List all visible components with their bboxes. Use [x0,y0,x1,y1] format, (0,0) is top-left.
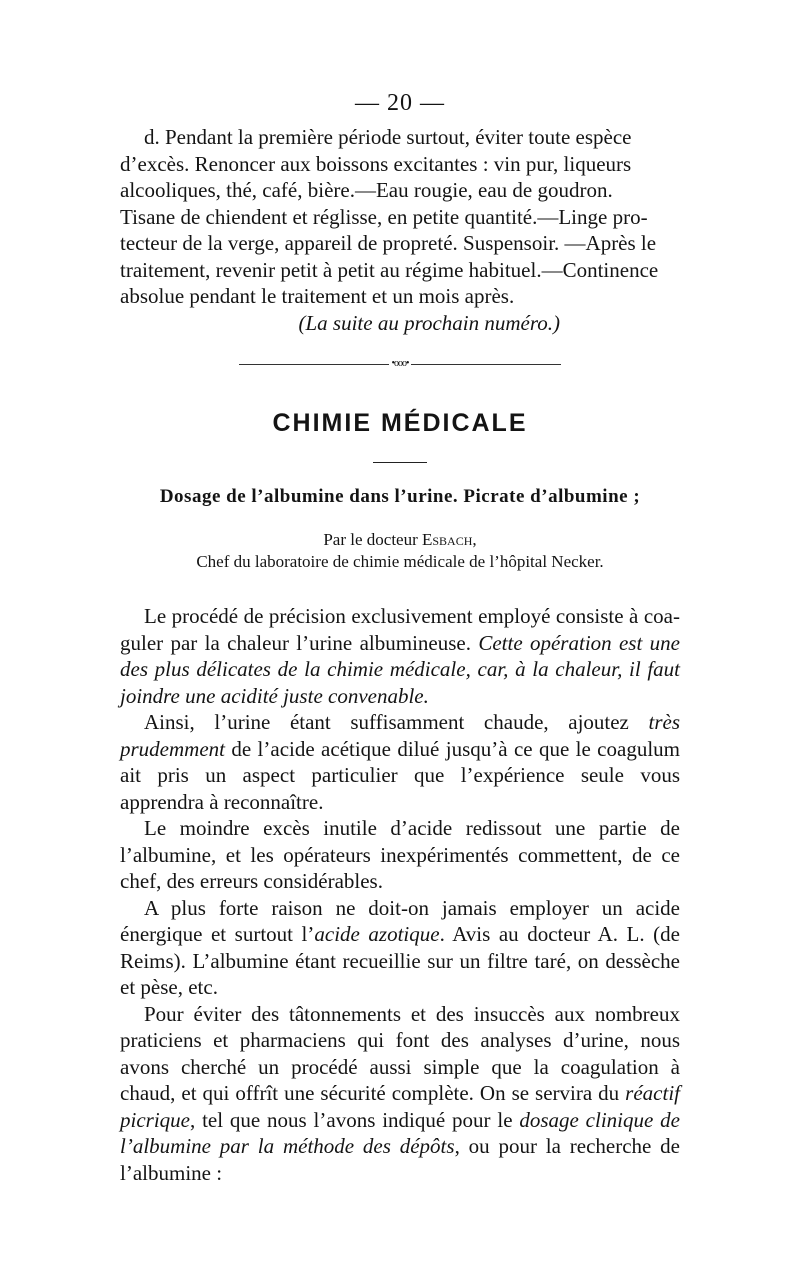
article-title: Dosage de l’albumine dans l’urine. Picrate d’albumine ; [159,486,641,507]
page-number: — 20 — [355,90,445,116]
text-run: Ainsi, l’urine étant suffisamment chaude, ajoutez [144,710,649,734]
paragraph-d [120,124,680,310]
divider-line-left [239,364,389,365]
author-name: Esbach, [422,530,477,549]
paragraph-d-line: alcooliques, thé, café, bière.—Eau rougie, eau de goudron. [120,178,613,202]
divider-ornament: •ooo• [391,358,409,369]
paragraph-d-line: Tisane de chiendent et réglisse, en petite quantité.—Linge pro- [120,204,648,229]
section-divider [120,358,680,370]
paragraph-d-line: d’excès. Renoncer aux boissons excitantes : vin pur, liqueurs [120,151,632,176]
paragraph-d-line: absolue pendant le traitement et un mois après. [120,284,515,308]
document-page [120,88,680,1186]
body-paragraph-2 [120,709,680,815]
text-run: Le procédé de précision exclusivement employé consiste à coa-guler par la chaleur l’urine albumineuse. [120,604,680,655]
author-affiliation: Chef du laboratoire de chimie médicale de l’hôpital Necker. [196,552,604,571]
italic-run: très prudemment [120,710,680,761]
continuation-note: (La suite au prochain numéro.) [298,310,560,335]
text-run: , tel que nous l’avons indiqué pour le [189,1107,520,1132]
text-run: A plus forte raison ne doit-on jamais employer un acide énergique et surtout l’ [120,895,680,946]
italic-run: Cette opération est une des plus délicates de la chimie médicale, car, à la chaleur, il faut joindre une acidité juste convenable. [120,630,680,708]
body-paragraph-4 [120,895,680,1001]
paragraph-d-line: traitement, revenir petit à petit au régime habituel.—Continence [120,257,659,282]
italic-run: réactif picrique [120,1081,680,1132]
section-title: CHIMIE MÉDICALE [272,409,528,437]
author-prefix: Par le docteur [323,530,418,549]
text-run: . Avis au docteur A. L. (de Reims). L’albumine étant recueillie sur un filtre taré, on dessèche et pèse, etc. [120,922,680,999]
paragraph-d-line: d. Pendant la première période surtout, éviter toute espèce [144,125,632,149]
text-run: de l’acide acétique dilué jusqu’à ce que le coagulum ait pris un aspect particulier que l’expérience seule vous apprendra à reconnaître. [120,736,680,814]
italic-run: dosage clinique de l’albumine par la méthode des dépôts [120,1107,680,1158]
body-paragraph-1 [120,603,680,709]
text-run: , ou pour la recherche de l’albumine : [120,1134,681,1185]
paragraph-d-line: tecteur de la verge, appareil de propreté. Suspensoir. —Après le [120,231,657,255]
body-paragraph-5 [120,1001,680,1187]
author-line [120,529,680,551]
title-rule [373,462,427,463]
body-paragraph-3: Le moindre excès inutile d’acide redissout une partie de l’albumine, et les opérateurs inexpérimentés commettent, de ce chef, des erreurs considérables. [120,816,680,893]
text-run: Pour éviter des tâtonnements et des insuccès aux nombreux praticiens et pharmaciens qui font des analyses d’urine, nous avons cherché un procédé aussi simple que la coagulation à chaud, et qui offrît une sécurité complète. On se servira du [120,1001,680,1105]
article-body [120,603,680,1186]
divider-line-right [411,364,561,365]
italic-run: acide azotique [314,922,440,946]
